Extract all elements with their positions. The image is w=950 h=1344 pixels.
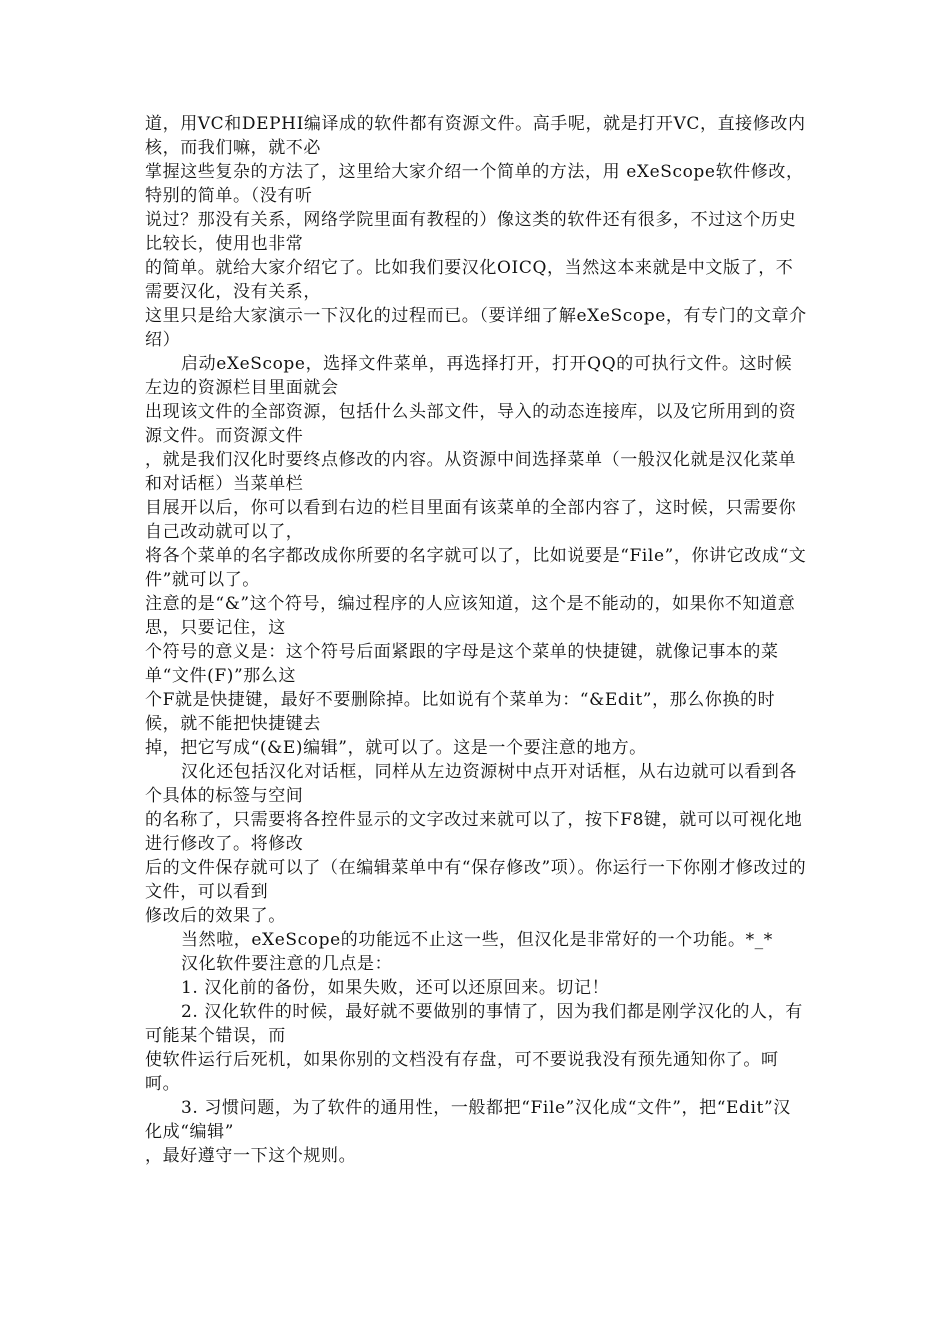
body-paragraph: 使软件运行后死机，如果你别的文档没有存盘，可不要说我没有预先通知你了。呵呵。 [145, 1050, 779, 1094]
body-paragraph: 说过？那没有关系，网络学院里面有教程的）像这类的软件还有很多，不过这个历史比较长，使用也非常 [145, 210, 797, 254]
body-paragraph: 这里只是给大家演示一下汉化的过程而已。（要详细了解eXeScope，有专门的文章介绍） [145, 306, 807, 350]
list-item: 2. 汉化软件的时候，最好就不要做别的事情了，因为我们都是刚学汉化的人，有可能某个错误，而 [145, 1002, 803, 1046]
body-paragraph: 个F就是快捷键，最好不要删除掉。比如说有个菜单为：“&Edit”，那么你换的时候，就不能把快捷键去 [145, 690, 776, 734]
body-paragraph: 的简单。就给大家介绍它了。比如我们要汉化OICQ，当然这本来就是中文版了，不需要汉化，没有关系， [145, 258, 794, 302]
list-item: 3. 习惯问题，为了软件的通用性，一般都把“File”汉化成“文件”，把“Edit”汉化成“编辑” [145, 1098, 791, 1142]
body-paragraph: 掉，把它写成“(&E)编辑”，就可以了。这是一个要注意的地方。 [145, 738, 647, 758]
document-body [145, 112, 807, 1168]
body-paragraph: 汉化软件要注意的几点是： [181, 954, 393, 974]
body-paragraph: ，就是我们汉化时要终点修改的内容。从资源中间选择菜单（一般汉化就是汉化菜单和对话框）当菜单栏 [145, 450, 797, 494]
body-paragraph: 个符号的意义是：这个符号后面紧跟的字母是这个菜单的快捷键，就像记事本的菜单“文件(F)”那么这 [145, 642, 779, 686]
body-paragraph: 掌握这些复杂的方法了，这里给大家介绍一个简单的方法，用 eXeScope软件修改，特别的简单。（没有听 [145, 162, 804, 206]
list-item: 1. 汉化前的备份，如果失败，还可以还原回来。切记！ [181, 978, 610, 998]
body-paragraph: ，最好遵守一下这个规则。 [145, 1146, 357, 1166]
body-paragraph: 注意的是“&”这个符号，编过程序的人应该知道，这个是不能动的，如果你不知道意思，只要记住，这 [145, 594, 796, 638]
body-paragraph: 后的文件保存就可以了（在编辑菜单中有“保存修改”项）。你运行一下你刚才修改过的文件，可以看到 [145, 858, 807, 902]
body-paragraph: 当然啦，eXeScope的功能远不止这一些，但汉化是非常好的一个功能。*_* [181, 930, 773, 950]
body-paragraph: 修改后的效果了。 [145, 906, 286, 926]
body-paragraph: 的名称了，只需要将各控件显示的文字改过来就可以了，按下F8键，就可以可视化地进行修改了。将修改 [145, 810, 803, 854]
body-paragraph: 启动eXeScope，选择文件菜单，再选择打开，打开QQ的可执行文件。这时候左边的资源栏目里面就会 [145, 354, 793, 398]
body-paragraph: 道，用VC和DEPHI编译成的软件都有资源文件。高手呢，就是打开VC，直接修改内核，而我们嘛，就不必 [145, 114, 806, 158]
body-paragraph: 目展开以后，你可以看到右边的栏目里面有该菜单的全部内容了，这时候，只需要你自己改动就可以了， [145, 498, 797, 542]
body-paragraph: 出现该文件的全部资源，包括什么头部文件，导入的动态连接库，以及它所用到的资源文件。而资源文件 [145, 402, 797, 446]
body-paragraph: 将各个菜单的名字都改成你所要的名字就可以了，比如说要是“File”，你讲它改成“文件”就可以了。 [145, 546, 807, 590]
body-paragraph: 汉化还包括汉化对话框，同样从左边资源树中点开对话框，从右边就可以看到各个具体的标签与空间 [145, 762, 797, 806]
